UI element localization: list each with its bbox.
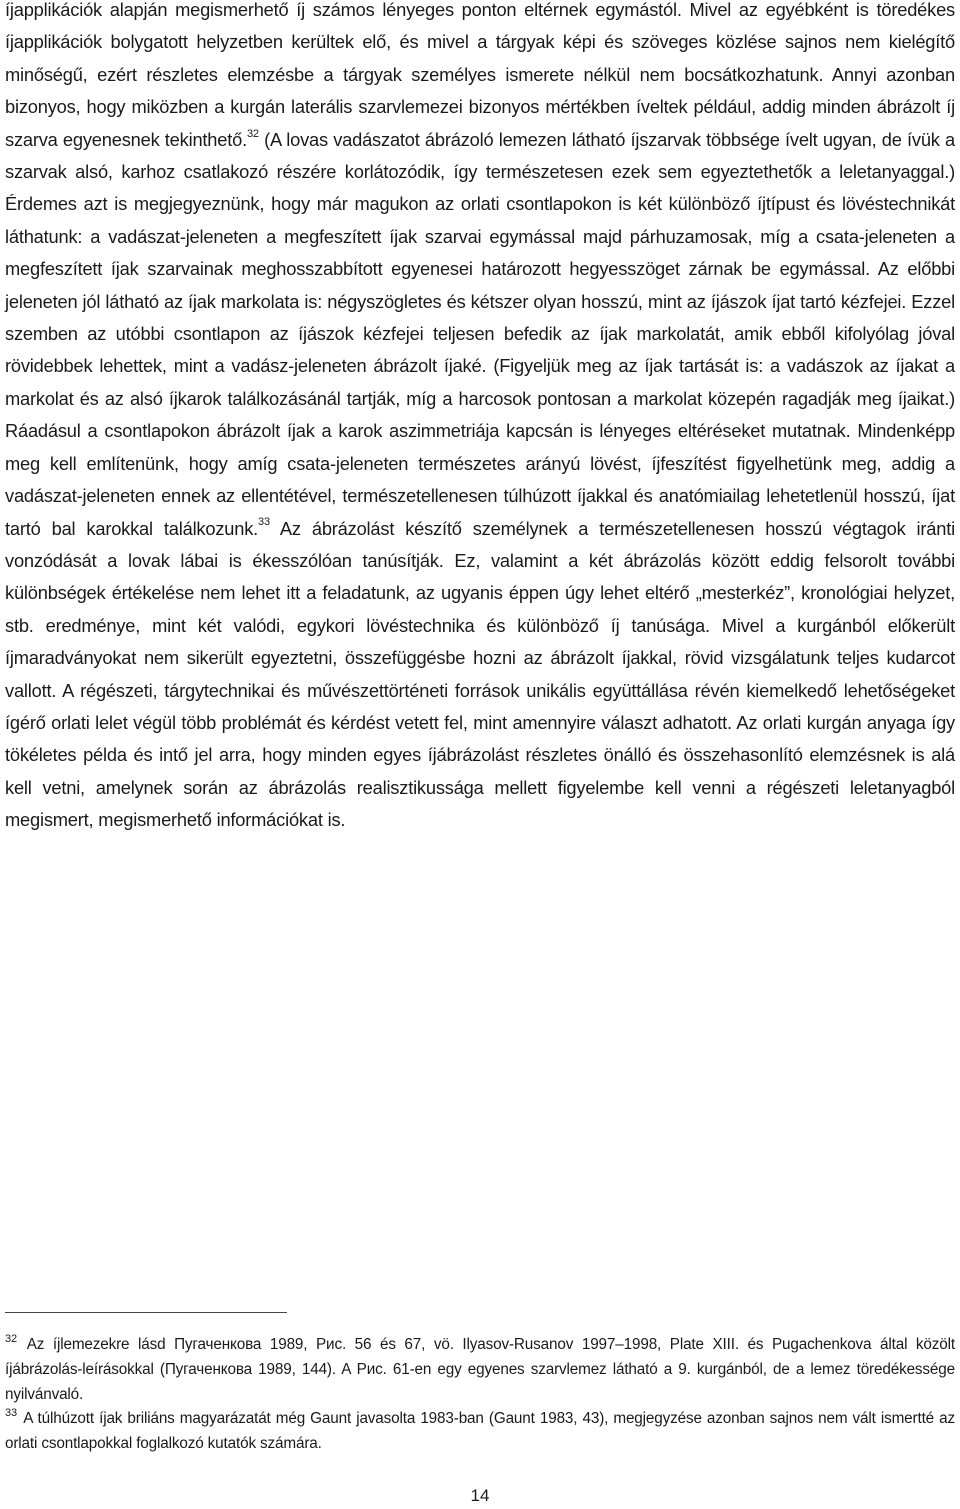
footnote-number: 33 (5, 1406, 17, 1419)
footnote-ref-33[interactable]: 33 (258, 516, 270, 529)
footnote-ref-32[interactable]: 32 (246, 127, 259, 140)
footnote-33 (5, 1407, 955, 1457)
page-number: 14 (470, 1486, 490, 1505)
footnotes (5, 1333, 955, 1456)
body-text-part-1: íjapplikációk alapján megismerhető íj számos lényeges ponton eltérnek egymástól. Mivel az egyébként is töredékes íjapplikációk bolygatott helyzetben kerültek elő, és mivel a tárgyak képi és szöveges közlése sajnos nem kielégítő minőségű, ezért részletes elemzésbe a tárgyak személyes ismerete nélkül nem bocsátkozhatunk. Annyi azonban bizonyos, hogy miközben a kurgán laterális szarvlemezei bizonyos mértékben íveltek például, addig minden ábrázolt íj szarva egyenesnek tekinthető. (5, 0, 955, 150)
footnote-text: Az íjlemezekre lásd Пугаченкова 1989, Рис. 56 és 67, vö. Ilyasov-Rusanov 1997–1998, Plate XIII. és Pugachenkova által közölt íjábrázolás-leírásokkal (Пугаченкова 1989, 144). A Рис. 61-en egy egyenes szarvlemez látható a 9. kurgánból, de a lemez töredékessége nyilvánvaló. (5, 1336, 955, 1403)
footnote-number: 32 (5, 1333, 17, 1345)
footnote-separator (5, 1312, 287, 1313)
body-paragraph (5, 0, 955, 837)
footnote-text: A túlhúzott íjak briliáns magyarázatát még Gaunt javasolta 1983-ban (Gaunt 1983, 43), megjegyzése azonban sajnos nem vált ismertté az orlati csontlapokkal foglalkozó kutatók számára. (5, 1409, 955, 1453)
body-text-part-2: (A lovas vadászatot ábrázoló lemezen látható íjszarvak többsége ívelt ugyan, de ívük a szarvak alsó, karhoz csatlakozó részére korlátozódik, így természetesen ezek sem egyeztethetők a leletanyaggal.) Érdemes azt is megjegyeznünk, hogy már magukon az orlati csontlapokon is két különböző íjtípust és lövéstechnikát láthatunk: a vadászat-jeleneten a megfeszített íjak szarvai egymással majd párhuzamosak, míg a csata-jeleneten a megfeszített íjak szarvainak meghosszabbított egyenesei határozott hegyesszöget zárnak be egymással. Az előbbi jeleneten jól látható az íjak markolata is: négyszögletes és kétszer olyan hosszú, mint az íjászok íjat tartó kézfejei. Ezzel szemben az utóbbi csontlapon az íjászok kézfejei teljesen befedik az íjak markolatát, amik ebből kifolyólag jóval rövidebbek lehettek, mint a vadász-jeleneten ábrázolt íjaké. (Figyeljük meg az íjak tartását is: a vadászok az íjakat a markolat és az alsó íjkarok találkozásánál tartják, míg a harcosok pontosan a markolat közepén ragadják meg íjaikat.) Ráadásul a csontlapokon ábrázolt íjak a karok aszimmetriája kapcsán is lényeges eltéréseket mutatnak. Mindenképp meg kell említenünk, hogy amíg csata-jeleneten természetes arányú lövést, íjfeszítést figyelhetünk meg, addig a vadászat-jeleneten ennek az ellentétével, természetellenesen túlhúzott íjakkal és anatómiailag lehetetlenül hosszú, íjat tartó bal karokkal találkozunk. (5, 128, 955, 539)
footnote-32 (5, 1333, 955, 1407)
body-text-part-3: Az ábrázolást készítő személynek a természetellenesen hosszú végtagok iránti vonzódását a lovak lábai is ékesszólóan tanúsítják. Ez, valamint a két ábrázolás között eddig felsorolt további különbségek értékelése nem lehet itt a feladatunk, az ugyanis éppen úgy lehet eltérő „mesterkéz”, kronológiai helyzet, stb. eredménye, mint két valódi, egykori lövéstechnika és különböző íj tanúsága. Mivel a kurgánból előkerült íjmaradványokat nem sikerült egyeztetni, összefüggésbe hozni az ábrázolt íjakkal, rövid vizsgálatunk teljes kudarcot vallott. A régészeti, tárgytechnikai és művészettörténeti források unikális együttállása révén kiemelkedő lehetőségeket ígérő orlati lelet végül több problémát és kérdést vetett fel, mint amennyire választ adhatott. Az orlati kurgán anyaga így tökéletes példa és intő jel arra, hogy minden egyes íjábrázolást részletes önálló és összehasonlító elemzésnek is alá kell vetni, amelynek során az ábrázolás realisztikussága mellett figyelembe kell venni a régészeti leletanyagból megismert, megismerhető információkat is. (5, 517, 955, 831)
